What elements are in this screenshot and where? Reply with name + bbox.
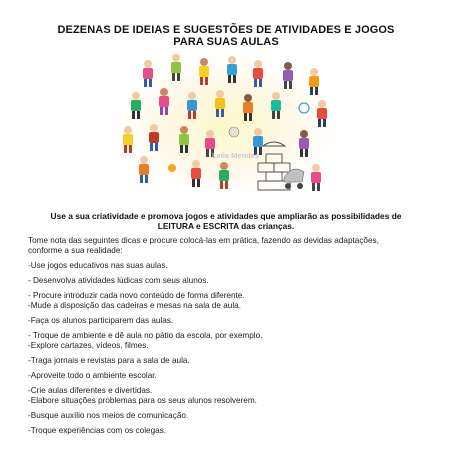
tip-line: -Crie aulas diferentes e divertidas. <box>28 386 153 396</box>
title-line-1: DEZENAS DE IDEIAS E SUGESTÕES DE ATIVIDADES E JOGOS <box>57 24 395 36</box>
tip-paragraph <box>28 356 428 366</box>
ball-icon <box>168 164 176 172</box>
tip-paragraph <box>28 291 428 310</box>
intro-line-1: Use a sua criatividade e promova jogos e atividades que ampliarão as possibilidades de <box>50 211 402 221</box>
intro-note-paragraph <box>28 236 428 255</box>
children-playing-illustration <box>108 50 344 200</box>
tip-paragraph <box>28 371 428 381</box>
tip-line: - Desenvolva atividades lúdicas com seus alunos. <box>28 275 209 285</box>
tip-paragraph <box>28 426 428 436</box>
tip-line: -Busque auxílio nos meios de comunicação. <box>28 411 189 421</box>
tip-line: -Explore cartazes, vídeos, filmes. <box>28 340 149 350</box>
tips-list <box>28 236 428 441</box>
document-title <box>20 24 432 48</box>
tip-line: Tome nota das seguintes dicas e procure colocá-las em prática, fazendo as devidas adaptações, <box>28 236 379 245</box>
tip-line: -Mude a disposição das cadeiras e mesas na sala de aula. <box>28 300 241 310</box>
tip-line: -Faça os alunos participarem das aulas. <box>28 315 174 325</box>
children-playing-drawing <box>108 50 344 200</box>
ball-icon <box>229 127 239 137</box>
tip-paragraph <box>28 316 428 326</box>
tip-paragraph <box>28 276 428 286</box>
tip-line: conforme a sua realidade: <box>28 245 123 255</box>
tip-paragraph <box>28 411 428 421</box>
tip-paragraph <box>28 331 428 350</box>
tip-line: -Aproveite todo o ambiente escolar. <box>28 371 157 381</box>
tip-line: -Use jogos educativos nas suas aulas. <box>28 260 168 270</box>
tip-line: -Traga jornais e revistas para a sala de aula. <box>28 355 190 365</box>
tip-line: - Procure introduzir cada novo conteúdo de forma diferente. <box>28 291 245 301</box>
tip-line: -Troque experiências com os colegas. <box>28 426 167 436</box>
tip-paragraph <box>28 261 428 271</box>
tip-line: -Elabore situações problemas para os seus alunos resolverem. <box>28 395 257 405</box>
illustration-caption: Leila Mendes <box>212 151 260 160</box>
intro-text <box>28 211 424 231</box>
title-line-2: PARA SUAS AULAS <box>173 36 279 48</box>
intro-line-2: LEITURA e ESCRITA das crianças. <box>157 221 295 231</box>
tip-paragraph <box>28 386 428 405</box>
tip-line: - Troque de ambiente e dê aula no pátio da escola, por exemplo. <box>28 331 263 341</box>
